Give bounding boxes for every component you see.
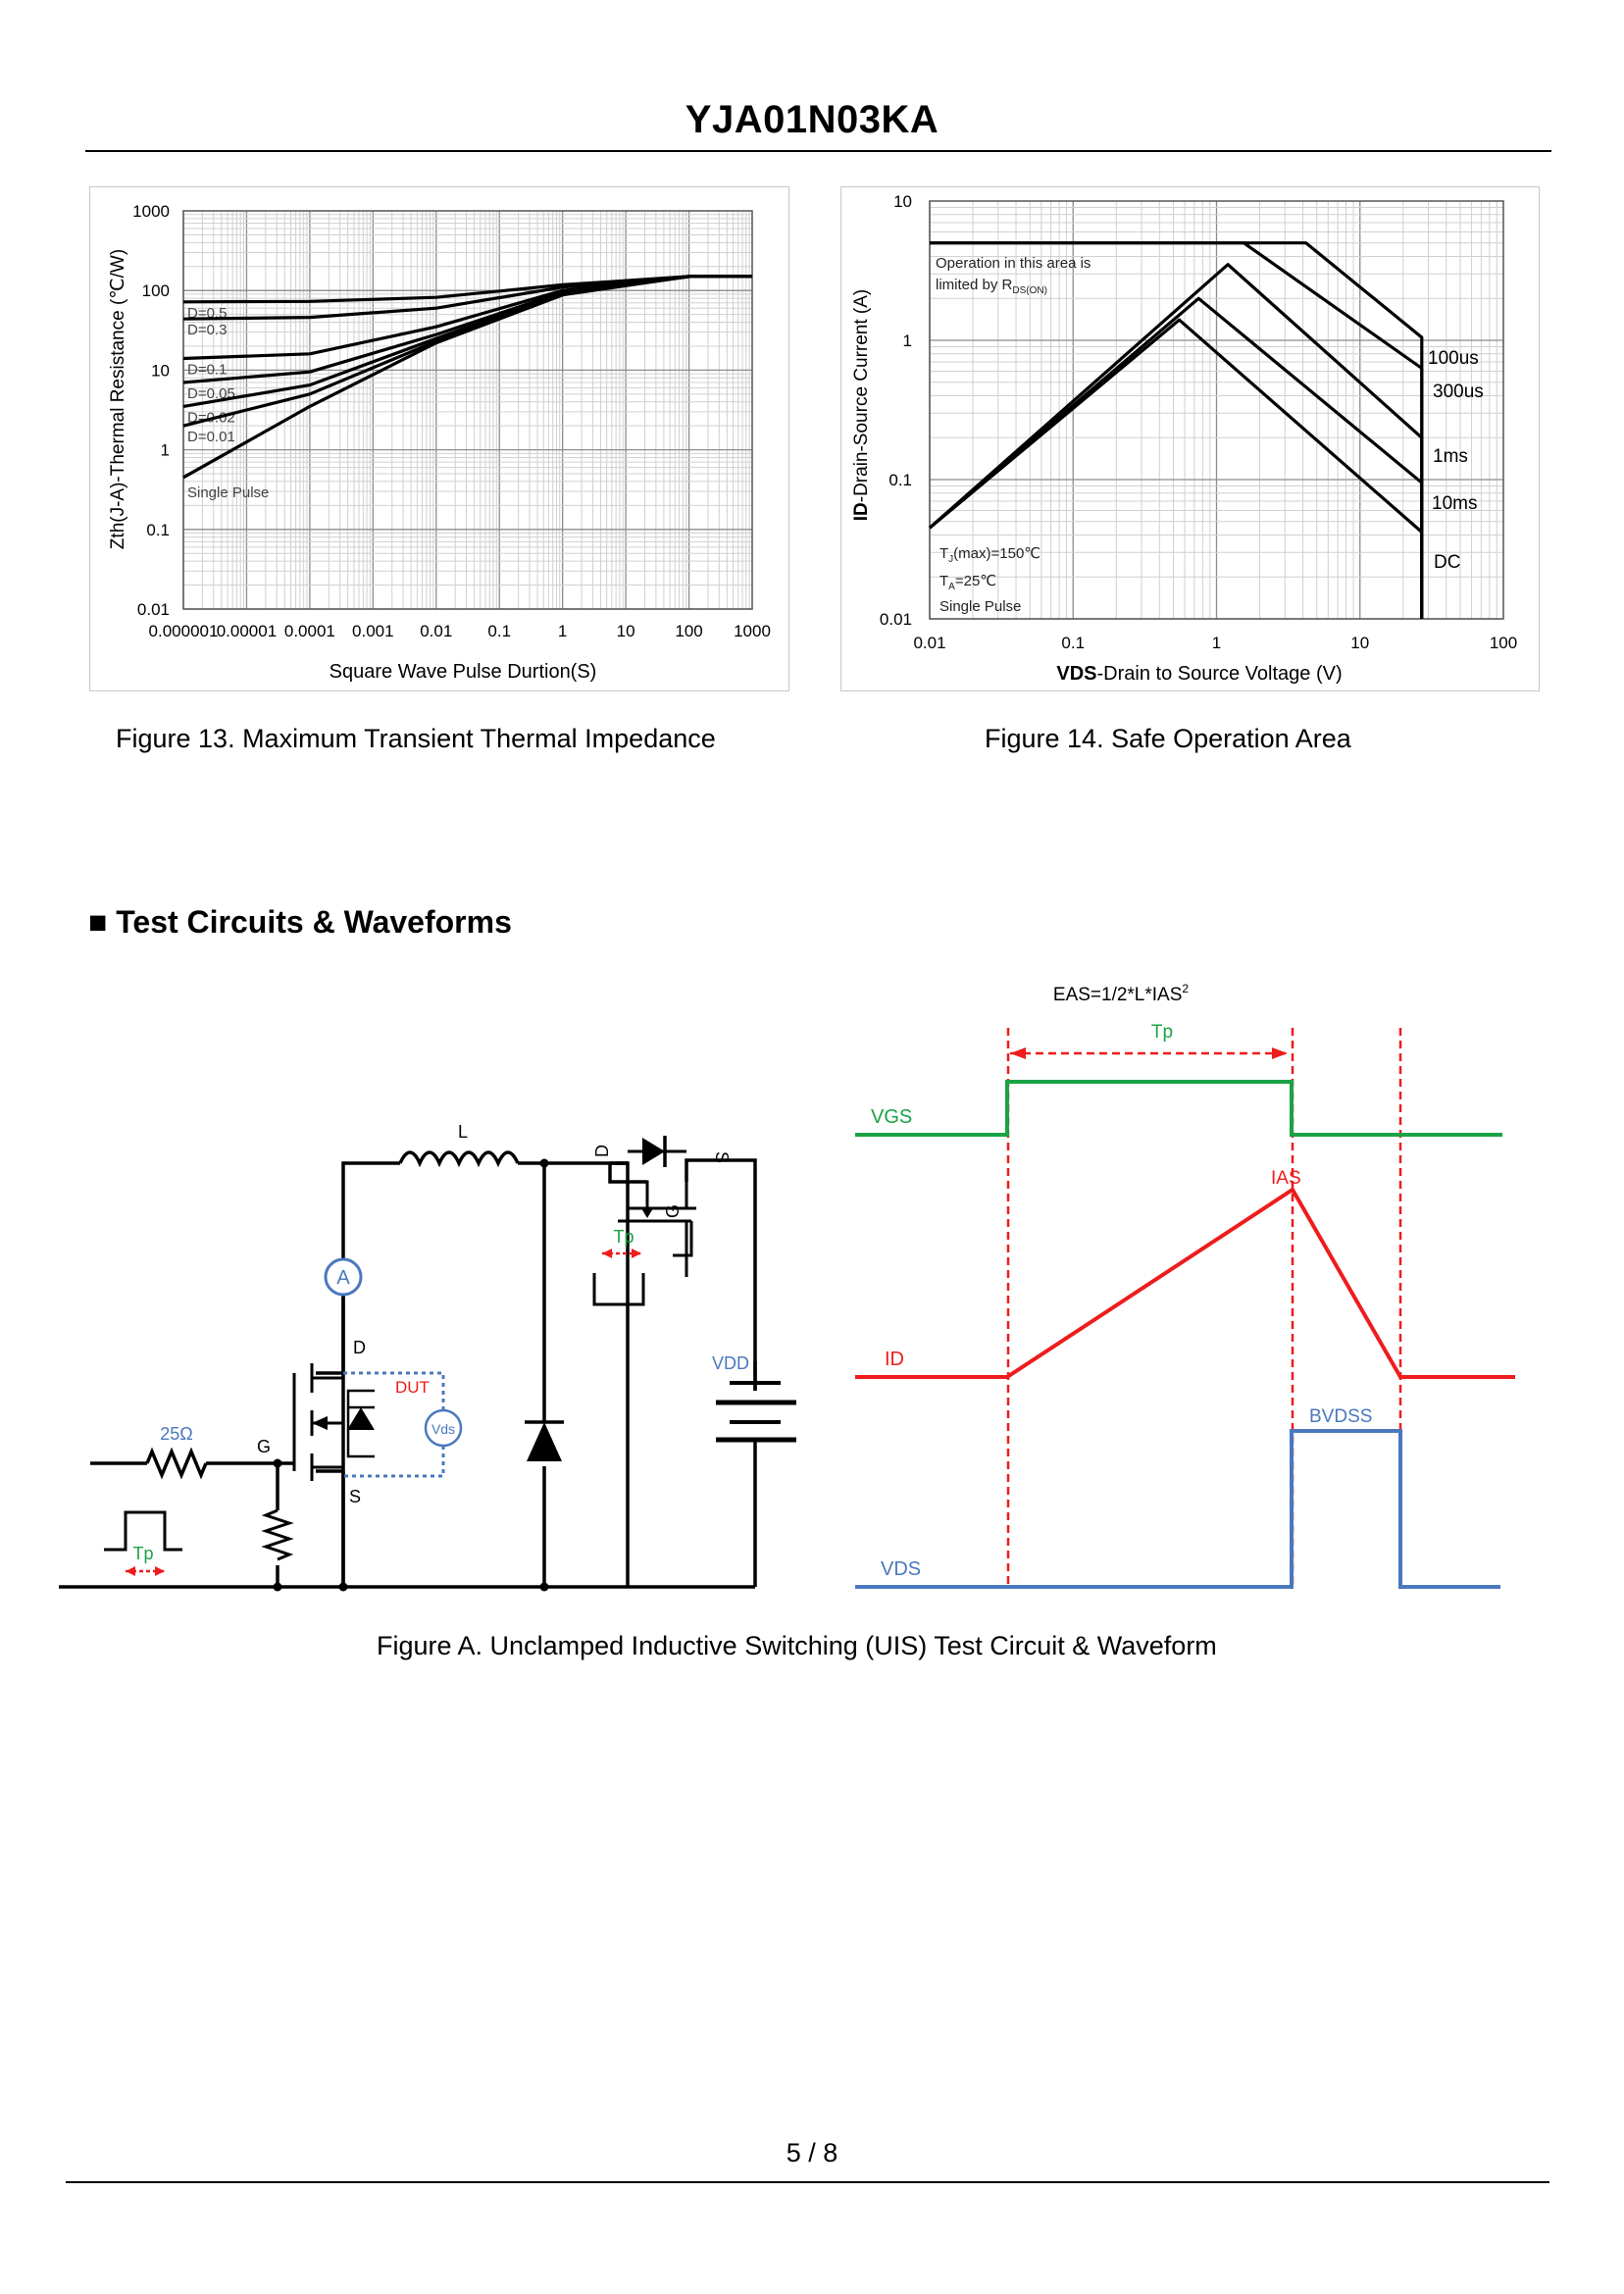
id-label: ID	[885, 1349, 904, 1370]
fig14-series-label: DC	[1434, 552, 1461, 573]
switch-pulse-label: Tp	[613, 1227, 634, 1247]
junction-dot	[339, 1583, 348, 1592]
id-trace	[855, 1190, 1515, 1377]
fig13-series-label: D=0.5	[187, 304, 228, 322]
inductor-label: L	[457, 1122, 469, 1142]
fig13-y-tick-label: 0.1	[146, 520, 170, 539]
section-heading: ■ Test Circuits & Waveforms	[88, 904, 512, 940]
fig13-x-tick-label: 0.0001	[283, 622, 335, 640]
ammeter-label: A	[336, 1267, 350, 1289]
switch-drain-label: D	[592, 1145, 612, 1157]
fig13-series-label: D=0.01	[187, 429, 235, 446]
fig13-series-label: Single Pulse	[187, 484, 270, 501]
gate-resistor-label: 25Ω	[160, 1424, 193, 1444]
page-number: 5 / 8	[786, 2138, 838, 2167]
figure14-caption: Figure 14. Safe Operation Area	[985, 724, 1351, 753]
fig14-ta-note: $T_A=25℃$	[939, 573, 997, 592]
fig14-tj-note: $T_J(\max)=150℃$	[939, 545, 1041, 565]
fig13-series-label: D=0.02	[187, 409, 235, 427]
fig13-x-tick-label: 0.1	[487, 622, 512, 640]
pulldown-resistor-symbol	[266, 1510, 289, 1559]
vdd-battery-symbol	[716, 1383, 796, 1452]
vdd-label: VDD	[711, 1353, 750, 1373]
fig13-y-axis-label: Zth(J-A)-Thermal Resistance (℃/W)	[108, 248, 128, 550]
switch-diode-symbol	[628, 1136, 686, 1167]
fig14-x-tick-label: 1	[1211, 634, 1222, 652]
fig14-y-tick-label: 10	[893, 192, 912, 211]
fig13-y-tick-label: 1000	[132, 202, 170, 221]
fig13-y-tick-label: 100	[141, 281, 170, 301]
junction-dot	[274, 1459, 282, 1468]
vgs-label: VGS	[871, 1106, 913, 1128]
eas-formula: $EAS=1/2*L*IAS^2$	[1052, 982, 1190, 1005]
fig13-plot-area	[183, 211, 752, 609]
fig14-x-tick-label: 0.1	[1061, 634, 1086, 652]
switch-gate-label: G	[663, 1203, 683, 1218]
fig14-x-tick-label: 0.01	[913, 634, 946, 652]
fig13-x-axis-label: Square Wave Pulse Durtion(S)	[329, 661, 597, 683]
uis-test-circuit-and-waveform	[0, 961, 1624, 1667]
fig13-y-tick-label: 10	[151, 361, 170, 381]
switch-source-label: S	[712, 1151, 732, 1164]
uis-waveform	[855, 982, 1515, 1589]
fig13-series-label: D=0.05	[187, 384, 235, 402]
input-pulse-label: Tp	[132, 1544, 154, 1563]
fig14-rds-note-1: Operation in this area is	[936, 255, 1091, 272]
fig13-x-tick-label: 1	[557, 622, 568, 640]
fig14-series-label: 10ms	[1432, 493, 1478, 514]
gate-resistor-symbol	[147, 1452, 206, 1475]
safe-operation-area-chart	[841, 187, 1539, 690]
junction-dot	[540, 1583, 549, 1592]
freewheel-diode-symbol	[525, 1422, 564, 1461]
fig14-series-label: 100us	[1428, 348, 1479, 369]
vds-trace	[855, 1431, 1500, 1587]
fig13-x-tick-label: 1000	[734, 622, 771, 640]
fig14-y-tick-label: 1	[902, 331, 912, 350]
figure14-frame	[840, 186, 1540, 691]
fig14-y-tick-label: 0.1	[888, 471, 912, 489]
dut-gate-label: G	[257, 1437, 272, 1456]
footer-rule	[66, 2181, 1549, 2183]
fig13-x-tick-label: 10	[616, 622, 635, 640]
fig13-x-tick-label: 0.00001	[216, 622, 278, 640]
fig14-x-tick-label: 100	[1489, 634, 1518, 652]
fig13-y-tick-label: 0.01	[136, 600, 170, 619]
document-title: YJA01N03KA	[685, 98, 939, 141]
fig13-x-tick-label: 0.001	[352, 622, 394, 640]
fig13-grid	[183, 211, 752, 609]
ias-label: IAS	[1271, 1168, 1301, 1189]
fig13-series-label: D=0.3	[187, 322, 228, 339]
dut-drain-label: D	[353, 1338, 366, 1357]
fig14-x-tick-label: 10	[1350, 634, 1370, 652]
tp-label: Tp	[1150, 1022, 1174, 1043]
dut-mosfet-symbol	[294, 1363, 375, 1481]
header-rule	[85, 150, 1551, 152]
thermal-impedance-chart	[90, 187, 788, 690]
uis-test-circuit	[59, 1152, 755, 1587]
junction-dot	[274, 1583, 282, 1592]
fig13-series-label: D=0.1	[187, 361, 228, 379]
fig14-single-pulse-note: Single Pulse	[939, 598, 1022, 615]
fig13-x-tick-label: 0.000001	[148, 622, 219, 640]
fig13-y-tick-label: 1	[160, 440, 170, 460]
fig14-x-axis-label: VDS-Drain to Source Voltage (V)	[1056, 663, 1343, 685]
vds-meter-label: Vds	[431, 1421, 456, 1437]
junction-dot	[540, 1159, 549, 1168]
figure13-caption: Figure 13. Maximum Transient Thermal Impedance	[116, 724, 716, 753]
fig14-rds-note-2: limited by $R_{DS(ON)}$	[936, 277, 1047, 296]
fig14-y-axis-label: ID-Drain-Source Current (A)	[851, 288, 872, 522]
fig13-x-tick-label: 100	[675, 622, 703, 640]
fig14-series-label: 1ms	[1433, 446, 1468, 467]
bvdss-label: BVDSS	[1309, 1406, 1373, 1427]
dut-label: DUT	[395, 1378, 430, 1397]
fig14-series-label: 300us	[1433, 382, 1484, 402]
vgs-trace	[855, 1082, 1502, 1135]
fig13-x-tick-label: 0.01	[420, 622, 453, 640]
fig14-y-tick-label: 0.01	[879, 610, 912, 629]
dut-source-label: S	[349, 1487, 362, 1506]
figure13-frame	[89, 186, 789, 691]
figureA-caption: Figure A. Unclamped Inductive Switching (UIS) Test Circuit & Waveform	[377, 1631, 1217, 1660]
inductor-symbol	[400, 1152, 518, 1163]
vds-label: VDS	[881, 1558, 922, 1580]
